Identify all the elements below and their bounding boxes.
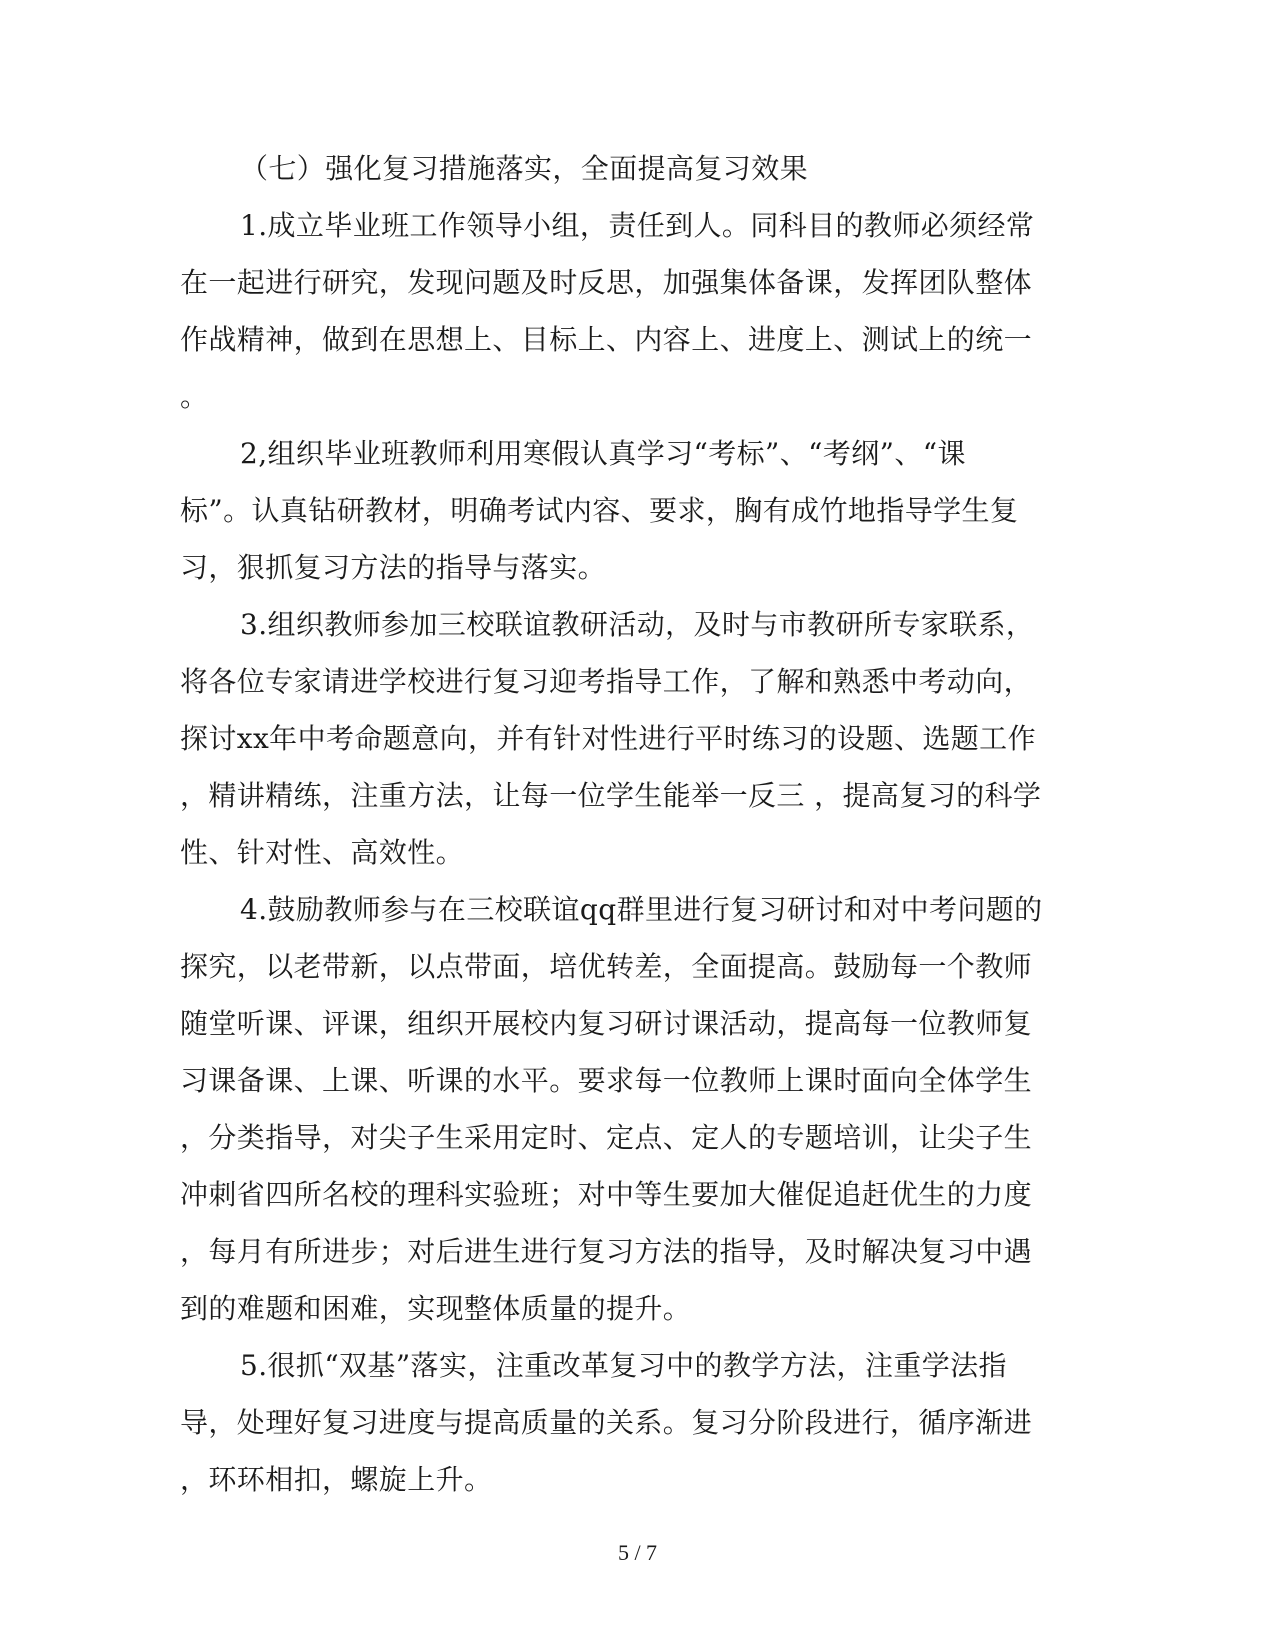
text-line: 4.鼓励教师参与在三校联谊qq群里进行复习研讨和对中考问题的 [240,893,1043,926]
text-line: 1.成立毕业班工作领导小组，责任到人。同科目的教师必须经常 [240,209,1035,242]
text-line: 探讨xx年中考命题意向，并有针对性进行平时练习的设题、选题工作 [180,722,1036,755]
text-line: ，环环相扣，螺旋上升。 [180,1463,493,1496]
text-line: 作战精神，做到在思想上、目标上、内容上、进度上、测试上的统一 [180,323,1033,356]
text-line: 习课备课、上课、听课的水平。要求每一位教师上课时面向全体学生 [180,1064,1033,1097]
text-line: 标”。认真钻研教材，明确考试内容、要求，胸有成竹地指导学生复 [180,494,1019,527]
text-line: 随堂听课、评课，组织开展校内复习研讨课活动，提高每一位教师复 [180,1007,1033,1040]
text-line: 2,组织毕业班教师利用寒假认真学习“考标”、“考纲”、“课 [240,437,966,470]
text-line: 5.很抓“双基”落实，注重改革复习中的教学方法，注重学法指 [240,1349,1007,1382]
section-heading: （七）强化复习措施落实，全面提高复习效果 [240,152,809,185]
text-line: ，每月有所进步；对后进生进行复习方法的指导，及时解决复习中遇 [180,1235,1033,1268]
text-line: ，分类指导，对尖子生采用定时、定点、定人的专题培训，让尖子生 [180,1121,1033,1154]
page-number: 5 / 7 [617,1540,658,1565]
text-line: 冲刺省四所名校的理科实验班；对中等生要加大催促追赶优生的力度 [180,1178,1033,1211]
text-line: 习，狠抓复习方法的指导与落实。 [180,551,607,584]
text-line: 将各位专家请进学校进行复习迎考指导工作，了解和熟悉中考动向， [180,665,1033,698]
text-line: 探究，以老带新，以点带面，培优转差，全面提高。鼓励每一个教师 [180,950,1033,983]
document-body [180,140,1043,1508]
text-line: 性、针对性、高效性。 [180,836,465,869]
text-line: 3.组织教师参加三校联谊教研活动，及时与市教研所专家联系， [240,608,1035,641]
text-line: 在一起进行研究，发现问题及时反思，加强集体备课，发挥团队整体 [180,266,1033,299]
text-line: 。 [180,380,209,413]
text-line: 导，处理好复习进度与提高质量的关系。复习分阶段进行，循序渐进 [180,1406,1033,1439]
text-line: ，精讲精练，注重方法，让每一位学生能举一反三 ，提高复习的科学 [180,779,1042,812]
text-line: 到的难题和困难，实现整体质量的提升。 [180,1292,692,1325]
